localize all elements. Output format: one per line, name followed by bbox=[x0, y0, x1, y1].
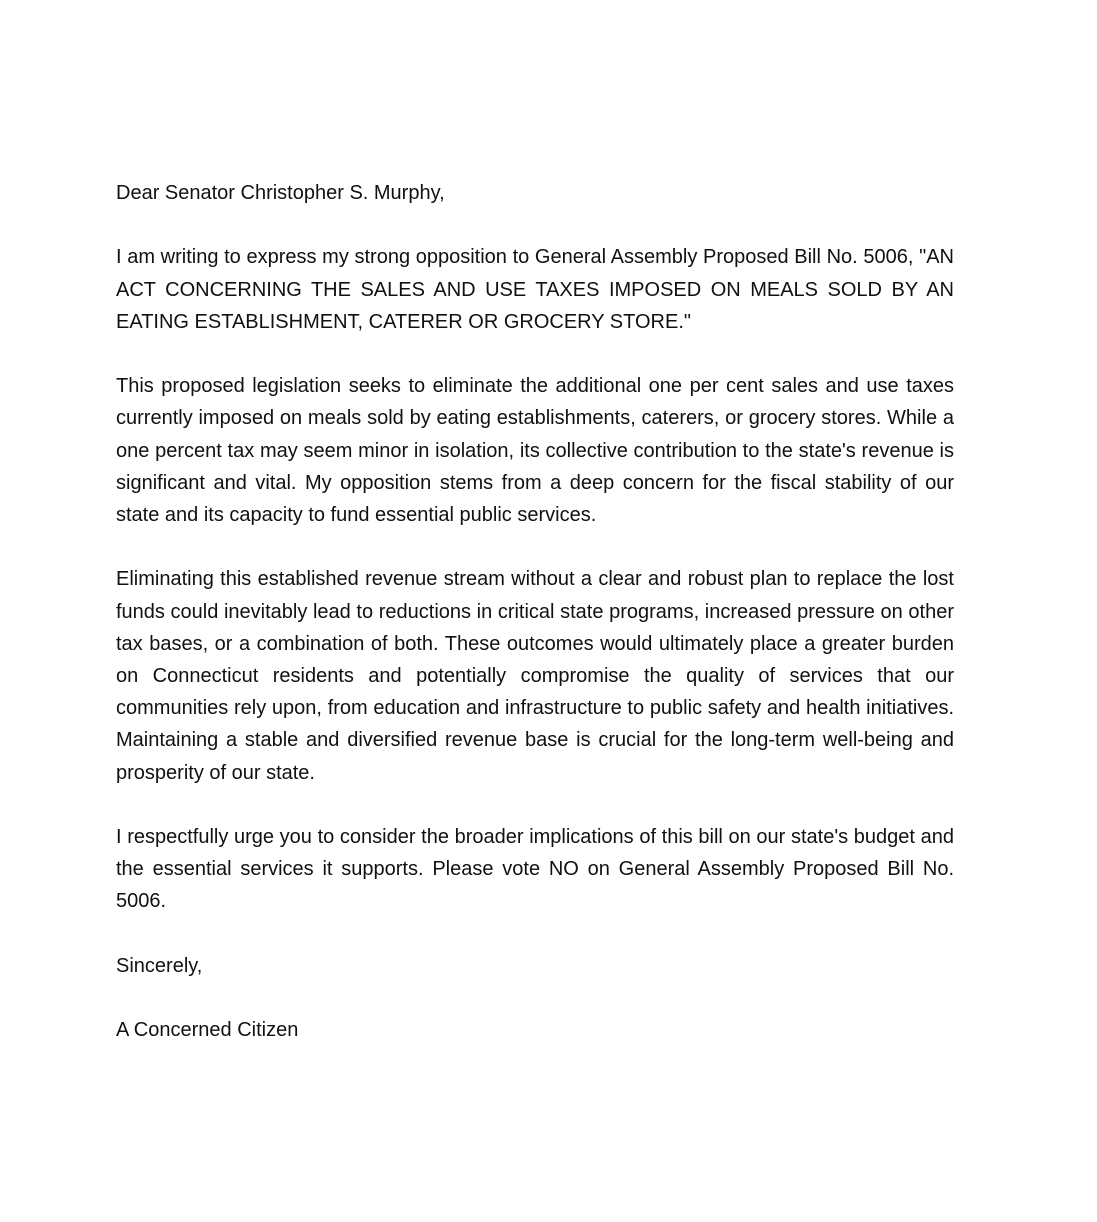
letter-page bbox=[116, 177, 954, 1079]
letter-signature: A Concerned Citizen bbox=[116, 1019, 299, 1042]
letter-closing: Sincerely, bbox=[116, 954, 203, 977]
letter-paragraph-bill-opposition: I am writing to express my strong opposition to General Assembly Proposed Bill No. 5006, "AN ACT CONCERNING THE SALES AND USE TAXES IMPOSED ON MEALS SOLD BY AN EATING ESTABLISHMENT, CATERER OR GROCERY STORE." bbox=[116, 246, 954, 333]
letter-paragraph-call-to-action: I respectfully urge you to consider the broader implications of this bill on our state's budget and the essential services it supports. Please vote NO on General Assembly Proposed Bill No. 5006. bbox=[116, 826, 954, 913]
letter-salutation: Dear Senator Christopher S. Murphy, bbox=[116, 182, 445, 204]
letter-paragraph-legislation-summary: This proposed legislation seeks to eliminate the additional one per cent sales and use taxes currently imposed on meals sold by eating establishments, caterers, or grocery stores. While a one percent tax may seem minor in isolation, its collective contribution to the state's revenue is significant and vital. My opposition stems from a deep concern for the fiscal stability of our state and its capacity to fund essential public services. bbox=[116, 375, 954, 526]
letter-paragraph-revenue-impact: Eliminating this established revenue stream without a clear and robust plan to replace the lost funds could inevitably lead to reductions in critical state programs, increased pressure on other tax bases, or a combination of both. These outcomes would ultimately place a greater burden on Connecticut residents and potentially compromise the quality of services that our communities rely upon, from education and infrastructure to public safety and health initiatives. Maintaining a stable and diversified revenue base is crucial for the long-term well-being and prosperity of our state. bbox=[116, 568, 954, 784]
